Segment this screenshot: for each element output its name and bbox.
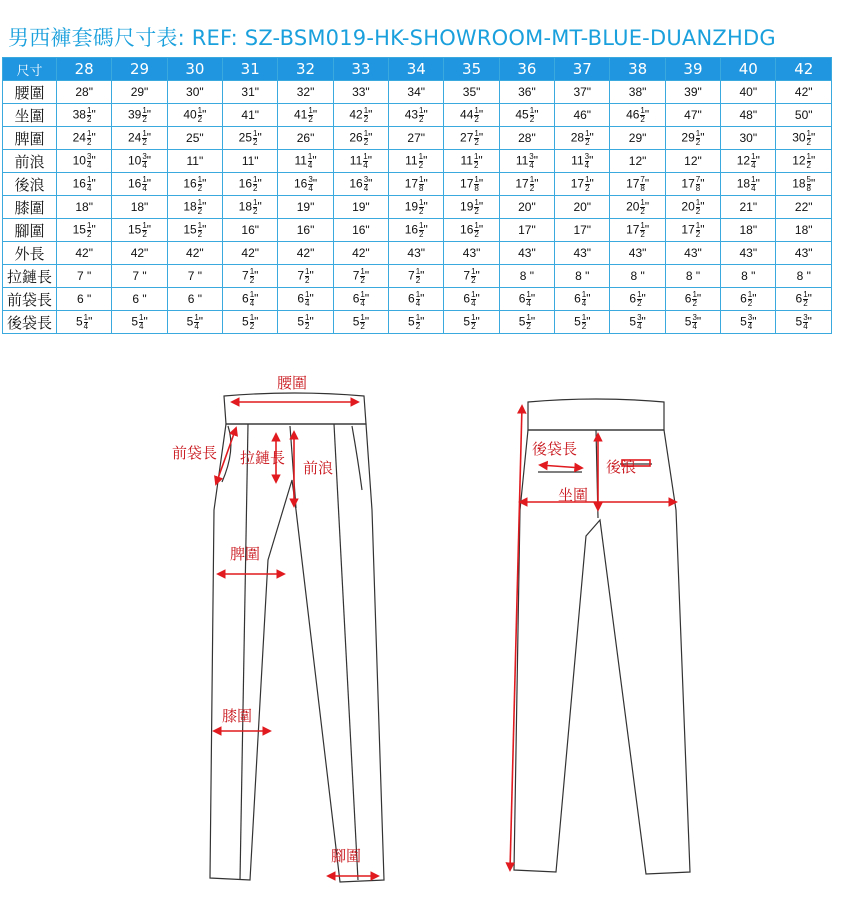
measurement-cell: 6 $\frac{1}{4}$ " — [278, 288, 333, 311]
measurement-cell: 25 $\frac{1}{2}$ " — [223, 127, 278, 150]
page-title: 男西褲套碼尺寸表: REF: SZ-BSM019-HK-SHOWROOM-MT-BLUE-DUANZHDG — [8, 26, 776, 50]
measurement-cell: 6 $\frac{1}{2}$ " — [721, 288, 776, 311]
measurement-cell: 16 $\frac{3}{4}$ " — [278, 173, 333, 196]
measurement-cell: 6 $\frac{1}{4}$ " — [223, 288, 278, 311]
size-chart-table — [2, 57, 832, 334]
back-pocket-label: 後袋長 — [532, 440, 578, 458]
measurement-cell: 39" — [665, 81, 720, 104]
table-row — [3, 127, 832, 150]
measurement-cell: 6 $\frac{1}{2}$ " — [665, 288, 720, 311]
measurement-cell: 41 $\frac{1}{2}$ " — [278, 104, 333, 127]
measurement-cell: 30" — [721, 127, 776, 150]
measurement-cell: 19" — [333, 196, 388, 219]
measurement-cell: 16 $\frac{1}{4}$ " — [112, 173, 167, 196]
measurement-cell: 35" — [444, 81, 499, 104]
measurement-label: 腳圍 — [3, 219, 57, 242]
measurement-cell: 46 $\frac{1}{2}$ " — [610, 104, 665, 127]
measurement-cell: 5 $\frac{3}{4}$ " — [776, 311, 832, 334]
measurement-cell: 19" — [278, 196, 333, 219]
measurement-cell: 16 $\frac{1}{4}$ " — [57, 173, 112, 196]
measurement-cell: 16 $\frac{1}{2}$ " — [223, 173, 278, 196]
measurement-cell: 11 $\frac{1}{4}$ " — [278, 150, 333, 173]
measurement-cell: 6 $\frac{1}{4}$ " — [389, 288, 444, 311]
table-row — [3, 150, 832, 173]
measurement-cell: 42" — [112, 242, 167, 265]
measurement-cell: 31" — [223, 81, 278, 104]
size-header: 30 — [167, 58, 222, 81]
measurement-label: 外長 — [3, 242, 57, 265]
seat-label: 坐圍 — [558, 486, 589, 504]
measurement-cell: 24 $\frac{1}{2}$ " — [57, 127, 112, 150]
measurement-cell: 25" — [167, 127, 222, 150]
measurement-cell: 5 $\frac{1}{4}$ " — [112, 311, 167, 334]
measurement-cell: 7 " — [57, 265, 112, 288]
measurement-cell: 27" — [389, 127, 444, 150]
measurement-cell: 12" — [610, 150, 665, 173]
measurement-cell: 5 $\frac{1}{4}$ " — [167, 311, 222, 334]
measurement-cell: 7 $\frac{1}{2}$ " — [444, 265, 499, 288]
measurement-cell: 47" — [665, 104, 720, 127]
measurement-cell: 17 $\frac{1}{2}$ " — [665, 219, 720, 242]
size-header: 39 — [665, 58, 720, 81]
front-pants-drawing — [172, 374, 384, 882]
size-header: 34 — [389, 58, 444, 81]
back-pants-body — [514, 430, 690, 874]
measurement-cell: 15 $\frac{1}{2}$ " — [167, 219, 222, 242]
measurement-cell: 5 $\frac{3}{4}$ " — [665, 311, 720, 334]
measurement-cell: 33" — [333, 81, 388, 104]
back-waistband — [528, 399, 664, 430]
measurement-cell: 5 $\frac{3}{4}$ " — [721, 311, 776, 334]
measurement-cell: 17 $\frac{1}{2}$ " — [610, 219, 665, 242]
measurement-cell: 42" — [333, 242, 388, 265]
measurement-cell: 6 $\frac{1}{4}$ " — [444, 288, 499, 311]
measurement-cell: 8 " — [555, 265, 610, 288]
measurement-cell: 38 $\frac{1}{2}$ " — [57, 104, 112, 127]
waist-label: 腰圍 — [277, 374, 308, 392]
measurement-cell: 18 $\frac{1}{4}$ " — [721, 173, 776, 196]
back-pocket-measure-line — [540, 465, 582, 468]
table-row — [3, 196, 832, 219]
measurement-cell: 18" — [57, 196, 112, 219]
measurement-cell: 30 $\frac{1}{2}$ " — [776, 127, 832, 150]
measurement-cell: 15 $\frac{1}{2}$ " — [57, 219, 112, 242]
measurement-cell: 20" — [499, 196, 554, 219]
table-header-row — [3, 58, 832, 81]
measurement-cell: 36" — [499, 81, 554, 104]
back-pants-drawing — [510, 399, 690, 874]
measurement-cell: 43" — [776, 242, 832, 265]
measurement-cell: 43" — [665, 242, 720, 265]
front-pocket-right — [352, 426, 362, 490]
table-row — [3, 219, 832, 242]
table-row — [3, 265, 832, 288]
measurement-cell: 48" — [721, 104, 776, 127]
measurement-cell: 43" — [555, 242, 610, 265]
measurement-cell: 19 $\frac{1}{2}$ " — [444, 196, 499, 219]
front-crease-left — [240, 424, 248, 880]
measurement-cell: 17" — [499, 219, 554, 242]
measurement-cell: 11" — [167, 150, 222, 173]
measurement-cell: 38" — [610, 81, 665, 104]
size-header: 29 — [112, 58, 167, 81]
measurement-cell: 7 $\frac{1}{2}$ " — [278, 265, 333, 288]
measurement-cell: 5 $\frac{1}{2}$ " — [444, 311, 499, 334]
measurement-cell: 12 $\frac{1}{2}$ " — [776, 150, 832, 173]
measurement-cell: 50" — [776, 104, 832, 127]
measurement-cell: 17 $\frac{1}{2}$ " — [499, 173, 554, 196]
measurement-cell: 11 $\frac{1}{4}$ " — [333, 150, 388, 173]
measurement-cell: 11 $\frac{3}{4}$ " — [555, 150, 610, 173]
measurement-cell: 17 $\frac{7}{8}$ " — [665, 173, 720, 196]
measurement-cell: 5 $\frac{1}{2}$ " — [389, 311, 444, 334]
measurement-cell: 43" — [499, 242, 554, 265]
measurement-cell: 22" — [776, 196, 832, 219]
measurement-cell: 6 $\frac{1}{4}$ " — [555, 288, 610, 311]
measurement-cell: 6 $\frac{1}{4}$ " — [333, 288, 388, 311]
measurement-cell: 28 $\frac{1}{2}$ " — [555, 127, 610, 150]
measurement-label: 膝圍 — [3, 196, 57, 219]
size-header: 36 — [499, 58, 554, 81]
measurement-cell: 42" — [278, 242, 333, 265]
measurement-cell: 8 " — [721, 265, 776, 288]
measurement-cell: 5 $\frac{1}{2}$ " — [499, 311, 554, 334]
measurement-cell: 42" — [223, 242, 278, 265]
size-header: 38 — [610, 58, 665, 81]
measurement-cell: 16 $\frac{3}{4}$ " — [333, 173, 388, 196]
measurement-cell: 7 " — [167, 265, 222, 288]
front-crease-right — [334, 424, 358, 880]
measurement-cell: 17 $\frac{1}{8}$ " — [444, 173, 499, 196]
measurement-cell: 7 $\frac{1}{2}$ " — [333, 265, 388, 288]
measurement-cell: 29" — [610, 127, 665, 150]
table-row — [3, 81, 832, 104]
measurement-cell: 34" — [389, 81, 444, 104]
measurement-label: 後浪 — [3, 173, 57, 196]
table-body — [3, 81, 832, 334]
measurement-cell: 27 $\frac{1}{2}$ " — [444, 127, 499, 150]
size-header: 42 — [776, 58, 832, 81]
front-waistband — [224, 393, 366, 424]
measurement-cell: 6 $\frac{1}{2}$ " — [776, 288, 832, 311]
corner-header: 尺寸 — [3, 58, 57, 81]
table-row — [3, 104, 832, 127]
size-header: 31 — [223, 58, 278, 81]
measurement-label: 前袋長 — [3, 288, 57, 311]
measurement-cell: 43" — [389, 242, 444, 265]
size-header: 37 — [555, 58, 610, 81]
measurement-label: 前浪 — [3, 150, 57, 173]
measurement-cell: 12 $\frac{1}{4}$ " — [721, 150, 776, 173]
measurement-label: 脾圍 — [3, 127, 57, 150]
front-rise-label: 前浪 — [303, 459, 334, 477]
measurement-cell: 16" — [223, 219, 278, 242]
measurement-cell: 18" — [721, 219, 776, 242]
measurement-cell: 8 " — [665, 265, 720, 288]
measurement-cell: 5 $\frac{1}{2}$ " — [555, 311, 610, 334]
measurement-label: 腰圍 — [3, 81, 57, 104]
measurement-cell: 11 $\frac{1}{2}$ " — [389, 150, 444, 173]
measurement-cell: 11 $\frac{3}{4}$ " — [499, 150, 554, 173]
measurement-cell: 30" — [167, 81, 222, 104]
measurement-cell: 7 $\frac{1}{2}$ " — [389, 265, 444, 288]
measurement-cell: 42 $\frac{1}{2}$ " — [333, 104, 388, 127]
measurement-cell: 8 " — [610, 265, 665, 288]
measurement-cell: 26 $\frac{1}{2}$ " — [333, 127, 388, 150]
measurement-cell: 21" — [721, 196, 776, 219]
measurement-cell: 29" — [112, 81, 167, 104]
knee-label: 膝圍 — [222, 707, 253, 725]
measurement-cell: 11" — [223, 150, 278, 173]
fly-line — [290, 426, 296, 508]
measurement-cell: 10 $\frac{3}{4}$ " — [57, 150, 112, 173]
measurement-cell: 18 $\frac{5}{8}$ " — [776, 173, 832, 196]
size-header: 32 — [278, 58, 333, 81]
measurement-cell: 18 $\frac{1}{2}$ " — [223, 196, 278, 219]
size-header: 28 — [57, 58, 112, 81]
measurement-cell: 45 $\frac{1}{2}$ " — [499, 104, 554, 127]
measurement-cell: 16" — [333, 219, 388, 242]
measurement-cell: 43" — [444, 242, 499, 265]
measurement-cell: 6 $\frac{1}{2}$ " — [610, 288, 665, 311]
table-row — [3, 288, 832, 311]
hem-label: 腳圍 — [331, 847, 362, 865]
measurement-cell: 24 $\frac{1}{2}$ " — [112, 127, 167, 150]
size-header: 40 — [721, 58, 776, 81]
measurement-label: 坐圍 — [3, 104, 57, 127]
outseam-measure-line — [510, 406, 522, 870]
measurement-label: 後袋長 — [3, 311, 57, 334]
measurement-cell: 20 $\frac{1}{2}$ " — [665, 196, 720, 219]
zipper-label: 拉鏈長 — [240, 449, 286, 467]
front-pocket-measure-line — [216, 428, 236, 484]
measurement-cell: 17" — [555, 219, 610, 242]
measurement-cell: 18" — [112, 196, 167, 219]
measurement-cell: 6 " — [112, 288, 167, 311]
measurement-cell: 10 $\frac{3}{4}$ " — [112, 150, 167, 173]
measurement-cell: 15 $\frac{1}{2}$ " — [112, 219, 167, 242]
measurement-cell: 11 $\frac{1}{2}$ " — [444, 150, 499, 173]
back-rise-label: 後浪 — [606, 458, 637, 476]
measurement-cell: 7 $\frac{1}{2}$ " — [223, 265, 278, 288]
measurement-cell: 20" — [555, 196, 610, 219]
measurement-cell: 42" — [167, 242, 222, 265]
measurement-cell: 6 " — [57, 288, 112, 311]
measurement-cell: 42" — [776, 81, 832, 104]
measurement-cell: 5 $\frac{1}{4}$ " — [57, 311, 112, 334]
measurement-cell: 16 $\frac{1}{2}$ " — [389, 219, 444, 242]
measurement-cell: 40 $\frac{1}{2}$ " — [167, 104, 222, 127]
thigh-label: 脾圍 — [230, 545, 261, 563]
measurement-cell: 18 $\frac{1}{2}$ " — [167, 196, 222, 219]
measurement-cell: 43" — [721, 242, 776, 265]
table-row — [3, 242, 832, 265]
measurement-cell: 18" — [776, 219, 832, 242]
measurement-cell: 19 $\frac{1}{2}$ " — [389, 196, 444, 219]
measurement-cell: 5 $\frac{1}{2}$ " — [223, 311, 278, 334]
measurement-cell: 28" — [57, 81, 112, 104]
front-pocket-label: 前袋長 — [172, 444, 218, 462]
measurement-cell: 6 $\frac{1}{4}$ " — [499, 288, 554, 311]
measurement-cell: 5 $\frac{3}{4}$ " — [610, 311, 665, 334]
measurement-cell: 46" — [555, 104, 610, 127]
measurement-label: 拉鏈長 — [3, 265, 57, 288]
table-row — [3, 173, 832, 196]
measurement-diagrams — [0, 360, 850, 914]
measurement-cell: 6 " — [167, 288, 222, 311]
measurement-cell: 43" — [610, 242, 665, 265]
measurement-cell: 39 $\frac{1}{2}$ " — [112, 104, 167, 127]
front-pants-body — [210, 424, 384, 882]
measurement-cell: 40" — [721, 81, 776, 104]
measurement-cell: 29 $\frac{1}{2}$ " — [665, 127, 720, 150]
measurement-cell: 41" — [223, 104, 278, 127]
measurement-cell: 16" — [278, 219, 333, 242]
measurement-cell: 17 $\frac{7}{8}$ " — [610, 173, 665, 196]
measurement-cell: 37" — [555, 81, 610, 104]
measurement-cell: 26" — [278, 127, 333, 150]
measurement-cell: 20 $\frac{1}{2}$ " — [610, 196, 665, 219]
measurement-cell: 17 $\frac{1}{2}$ " — [555, 173, 610, 196]
measurement-cell: 12" — [665, 150, 720, 173]
measurement-cell: 43 $\frac{1}{2}$ " — [389, 104, 444, 127]
measurement-cell: 5 $\frac{1}{2}$ " — [333, 311, 388, 334]
measurement-cell: 17 $\frac{1}{8}$ " — [389, 173, 444, 196]
measurement-cell: 8 " — [499, 265, 554, 288]
measurement-cell: 7 " — [112, 265, 167, 288]
measurement-cell: 5 $\frac{1}{2}$ " — [278, 311, 333, 334]
size-header: 33 — [333, 58, 388, 81]
measurement-cell: 42" — [57, 242, 112, 265]
measurement-cell: 16 $\frac{1}{2}$ " — [444, 219, 499, 242]
size-header: 35 — [444, 58, 499, 81]
measurement-cell: 44 $\frac{1}{2}$ " — [444, 104, 499, 127]
measurement-cell: 32" — [278, 81, 333, 104]
measurement-cell: 16 $\frac{1}{2}$ " — [167, 173, 222, 196]
measurement-cell: 28" — [499, 127, 554, 150]
measurement-cell: 8 " — [776, 265, 832, 288]
table-row — [3, 311, 832, 334]
